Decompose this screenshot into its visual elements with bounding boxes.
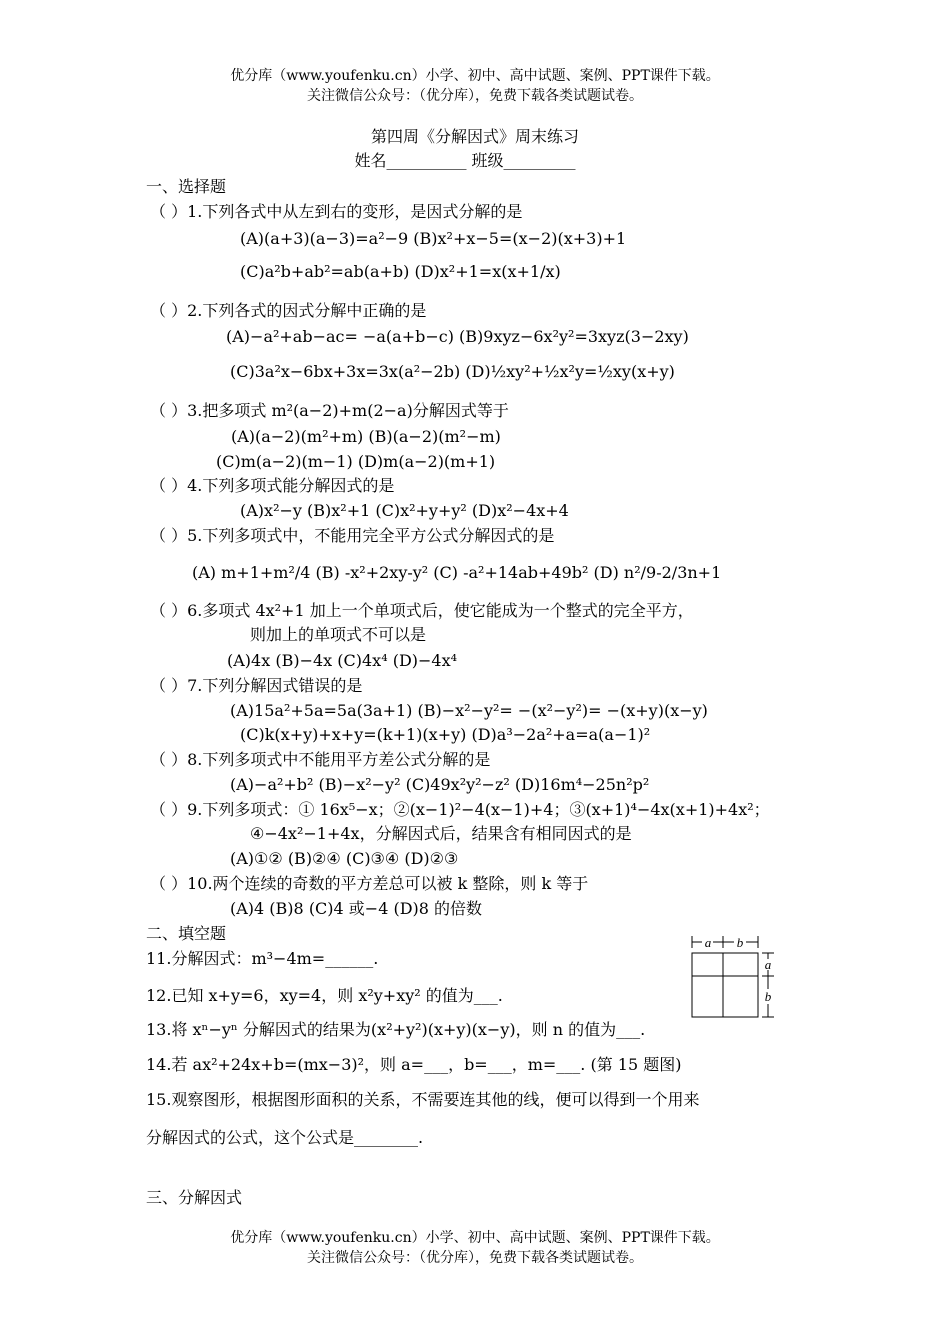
q11: 11.分解因式：m³−4m=______. (146, 949, 379, 968)
q10-stem: （ ）10.两个连续的奇数的平方差总可以被 k 整除，则 k 等于 (150, 874, 589, 893)
q3-options-cd: (C)m(a−2)(m−1) (D)m(a−2)(m+1) (216, 452, 496, 471)
page-title: 第四周《分解因式》周末练习 (370, 127, 579, 146)
q6-stem: （ ）6.多项式 4x²+1 加上一个单项式后，使它能成为一个整式的完全平方， (150, 601, 694, 620)
footer-line-1: 优分库（www.youfenku.cn）小学、初中、高中试题、案例、PPT课件下载。 (230, 1230, 720, 1246)
q3-options-ab: (A)(a−2)(m²+m) (B)(a−2)(m²−m) (231, 427, 501, 446)
section-fill: 二、填空题 (146, 924, 227, 943)
q4-stem: （ ）4.下列多项式能分解因式的是 (150, 476, 395, 495)
q1-options-ab: (A)(a+3)(a−3)=a²−9 (B)x²+x−5=(x−2)(x+3)+1 (240, 229, 627, 248)
q2-options-cd: (C)3a²x−6bx+3x=3x(a²−2b) (D)½xy²+½x²y=½xy(x+y) (230, 362, 675, 381)
q5-options: (A) m+1+m²/4 (B) -x²+2xy-y² (C) -a²+14ab+49b² (D) n²/9-2/3n+1 (192, 563, 722, 582)
q1-options-cd: (C)a²b+ab²=ab(a+b) (D)x²+1=x(x+1/x) (240, 262, 561, 281)
figure-label-b-side: b (764, 989, 772, 1004)
figure-label-a-side: a (764, 957, 772, 972)
q8-options: (A)−a²+b² (B)−x²−y² (C)49x²y²−z² (D)16m⁴−25n²p² (230, 775, 650, 794)
section-choice: 一、选择题 (146, 177, 227, 196)
q9-stem-cont: ④−4x²−1+4x，分解因式后，结果含有相同因式的是 (250, 824, 632, 843)
q12: 12.已知 x+y=6，xy=4，则 x²y+xy² 的值为___. (146, 986, 503, 1005)
q4-options: (A)x²−y (B)x²+1 (C)x²+y+y² (D)x²−4x+4 (240, 501, 569, 520)
q6-options: (A)4x (B)−4x (C)4x⁴ (D)−4x⁴ (227, 651, 458, 670)
q9-options: (A)①② (B)②④ (C)③④ (D)②③ (230, 849, 459, 868)
q2-options-ab: (A)−a²+ab−ac= −a(a+b−c) (B)9xyz−6x²y²=3xyz(3−2xy) (226, 327, 689, 346)
section-factor: 三、分解因式 (146, 1188, 243, 1207)
header-line-1: 优分库（www.youfenku.cn）小学、初中、高中试题、案例、PPT课件下载。 (230, 68, 720, 84)
q15-figure (686, 934, 778, 1024)
q6-stem-cont: 则加上的单项式不可以是 (250, 625, 427, 644)
q7-options-ab: (A)15a²+5a=5a(3a+1) (B)−x²−y²= −(x²−y²)= −(x+y)(x−y) (230, 701, 708, 720)
q9-stem: （ ）9.下列多项式：① 16x⁵−x；②(x−1)²−4(x−1)+4；③(x+1)⁴−4x(x+1)+4x²； (150, 800, 770, 819)
q7-stem: （ ）7.下列分解因式错误的是 (150, 676, 363, 695)
q5-stem: （ ）5.下列多项式中，不能用完全平方公式分解因式的是 (150, 526, 555, 545)
footer-line-2: 关注微信公众号：（优分库），免费下载各类试题试卷。 (307, 1250, 643, 1266)
q10-options: (A)4 (B)8 (C)4 或−4 (D)8 的倍数 (230, 899, 483, 918)
q15-line-1: 15.观察图形，根据图形面积的关系，不需要连其他的线，便可以得到一个用来 (146, 1090, 700, 1109)
figure-label-b-top: b (736, 935, 744, 950)
figure-label-a-top: a (704, 935, 712, 950)
q8-stem: （ ）8.下列多项式中不能用平方差公式分解的是 (150, 750, 491, 769)
q1-stem: （ ）1.下列各式中从左到右的变形，是因式分解的是 (150, 202, 523, 221)
q7-options-cd: (C)k(x+y)+x+y=(k+1)(x+y) (D)a³−2a²+a=a(a−1)² (240, 725, 651, 744)
q13: 13.将 xⁿ−yⁿ 分解因式的结果为(x²+y²)(x+y)(x−y)，则 n 的值为___. (146, 1020, 646, 1039)
header-line-2: 关注微信公众号：（优分库），免费下载各类试题试卷。 (307, 88, 643, 104)
q14: 14.若 ax²+24x+b=(mx−3)²，则 a=___，b=___，m=___. (第 15 题图) (146, 1055, 682, 1074)
name-class-line: 姓名__________ 班级_________ (354, 151, 576, 170)
q2-stem: （ ）2.下列各式的因式分解中正确的是 (150, 301, 427, 320)
q15-line-2: 分解因式的公式，这个公式是________. (146, 1128, 424, 1147)
q3-stem: （ ）3.把多项式 m²(a−2)+m(2−a)分解因式等于 (150, 401, 509, 420)
